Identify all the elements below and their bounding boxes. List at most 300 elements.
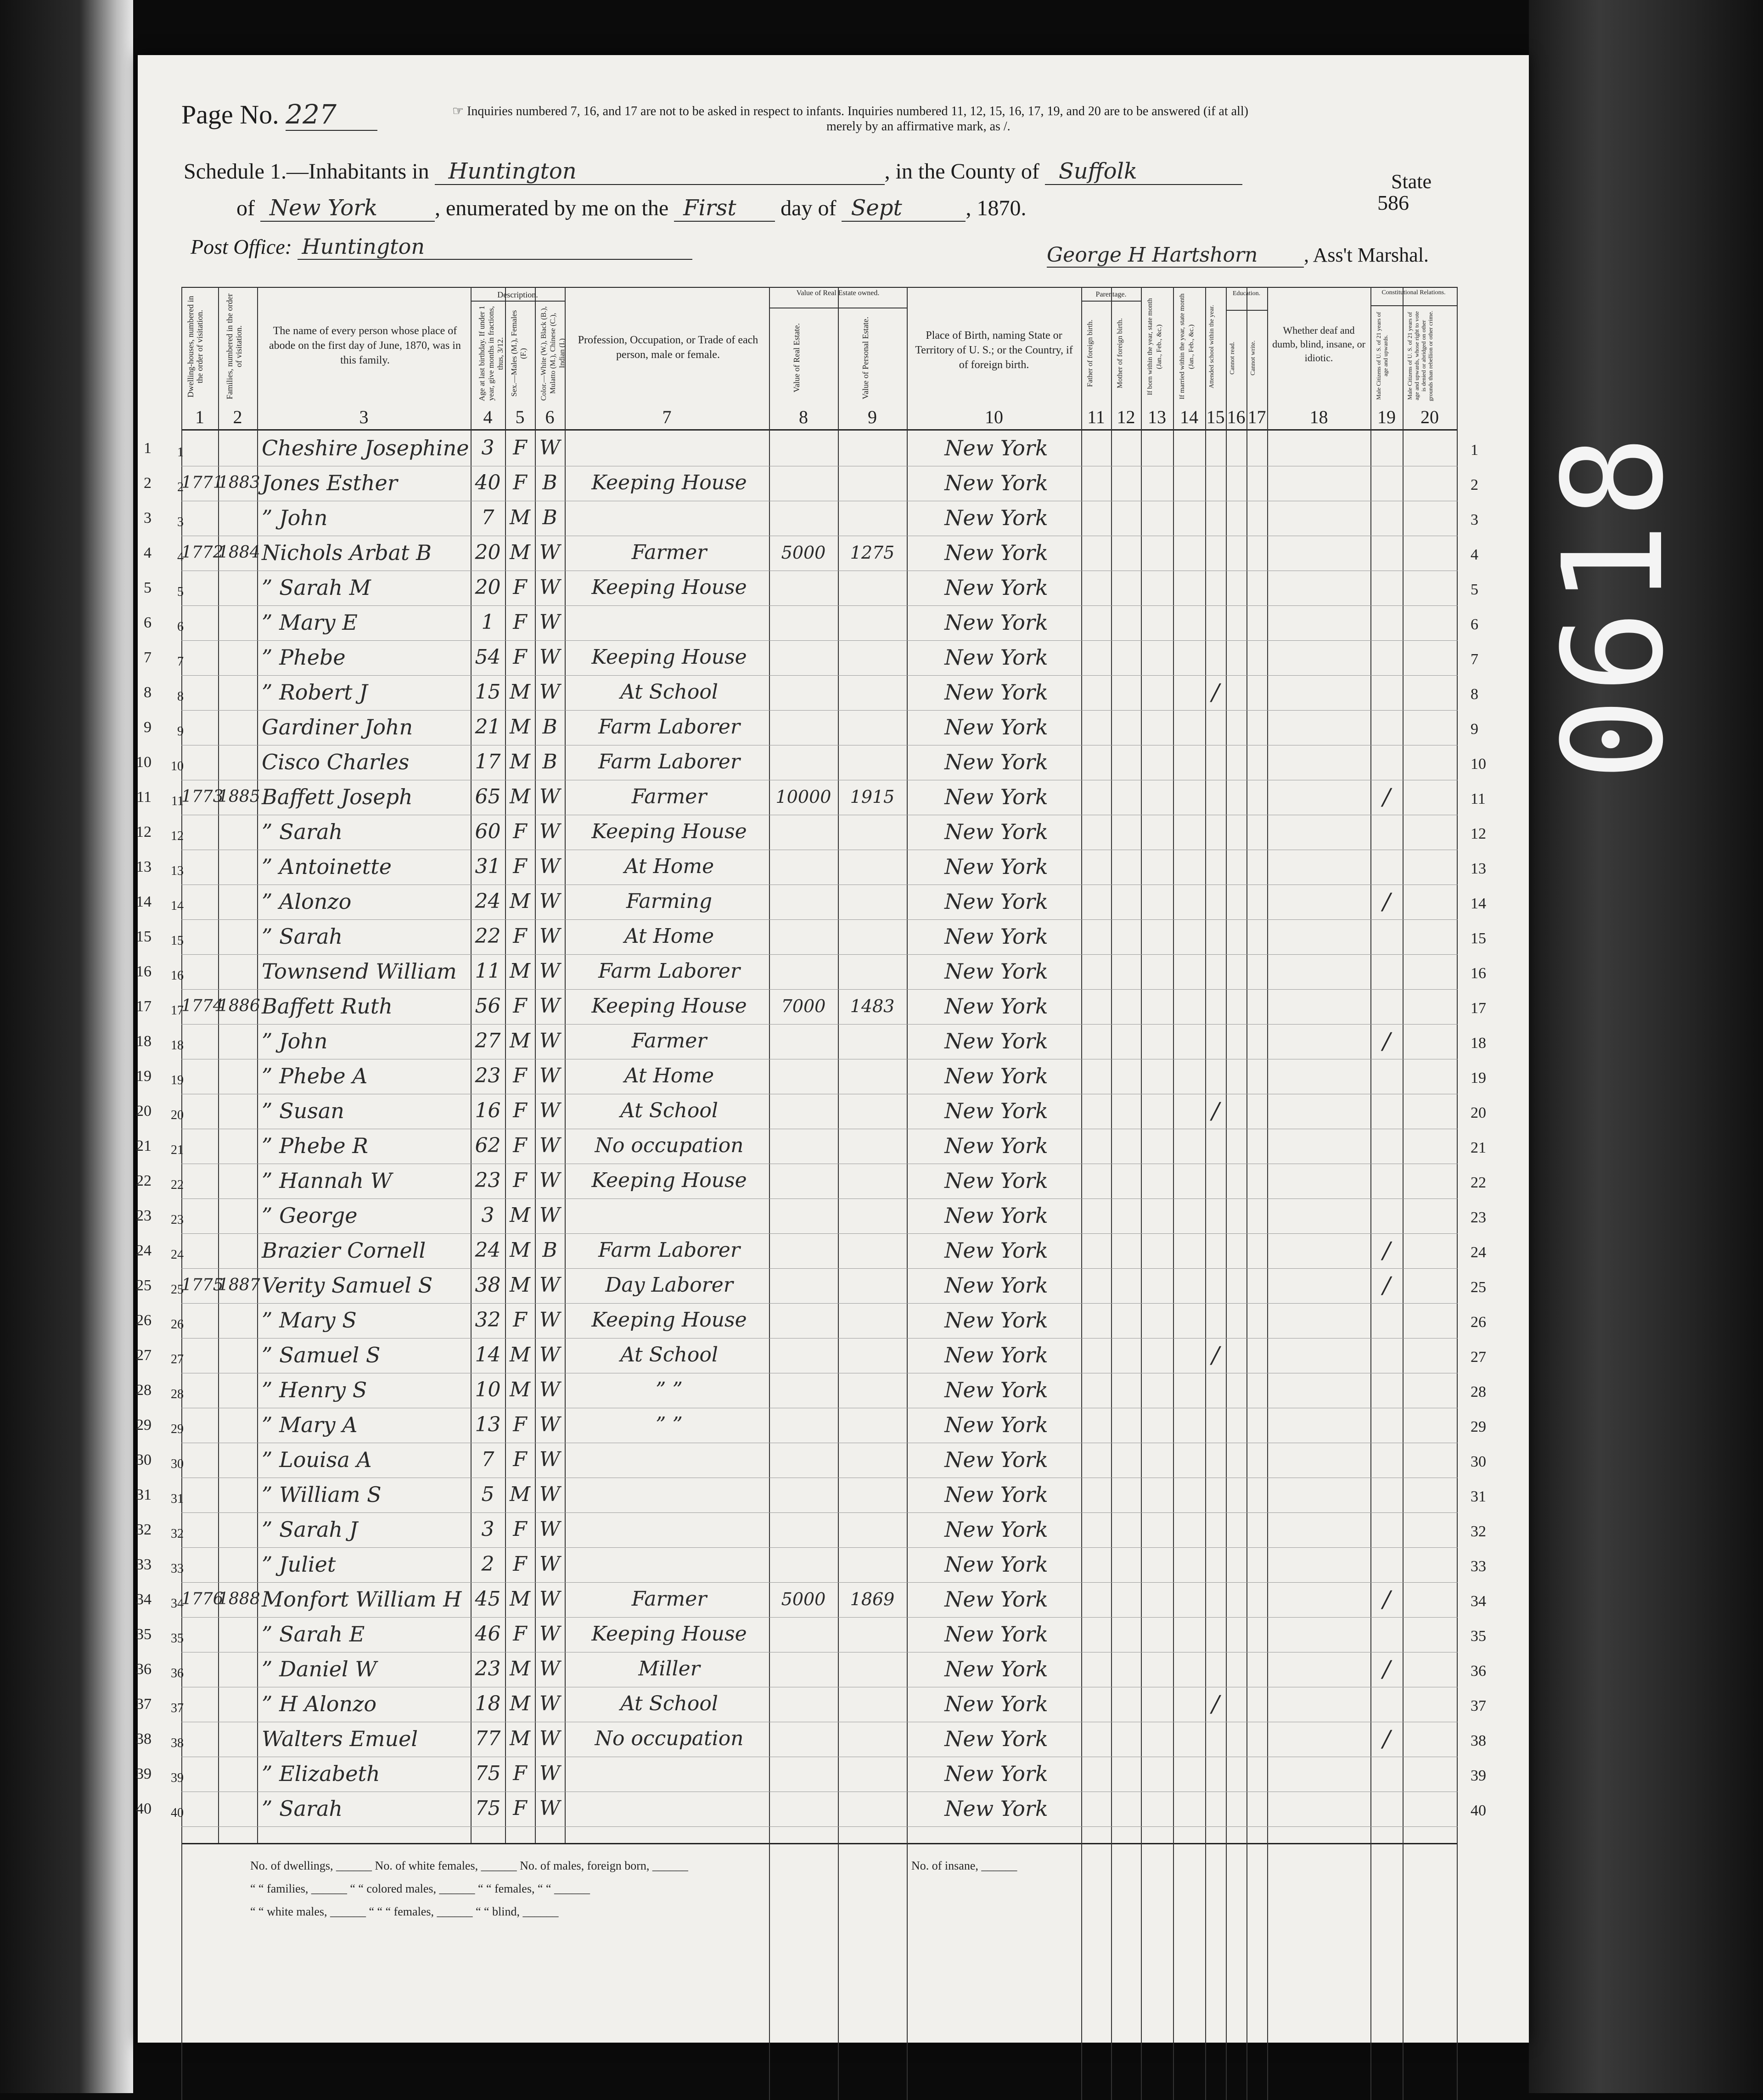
cell-occ [572, 609, 767, 636]
col-6-header: Color.—White (W.), Black (B.), Mulatto (M.), Chinese (C.), Indian (I.) [540, 306, 566, 401]
cell-school [1205, 1516, 1226, 1543]
cell-color: W [539, 1064, 561, 1087]
cell-dw: 1771 [181, 473, 224, 492]
cell-fam [218, 1132, 257, 1159]
cell-pe [838, 504, 907, 532]
cell-dw [181, 1027, 218, 1055]
cell-birth: New York [944, 1378, 1048, 1402]
cell-name: ” Sarah [262, 819, 343, 844]
cell-color: W [539, 959, 561, 983]
cell-birth: New York [944, 854, 1048, 879]
line-number-left: 9 [144, 719, 152, 736]
cell-school [1205, 818, 1226, 846]
cell-name: ” Samuel S [262, 1343, 381, 1367]
cell-pe: 1275 [850, 543, 895, 563]
table-row [136, 850, 1486, 885]
col-number: 14 [1180, 407, 1198, 427]
line-number-right: 2 [1471, 476, 1478, 493]
instructions-line-1: ☞ Inquiries numbered 7, 16, and 17 are not to be asked in respect to infants. Inquiries numbered 11, 12, 15, 16, 17, 19, and 20 are to be answered (if at all) [452, 104, 1248, 118]
cell-color: W [539, 1378, 561, 1401]
cell-fam [218, 609, 257, 636]
cell-dw [181, 1481, 218, 1508]
table-row [136, 1757, 1486, 1792]
line-number-right: 14 [1471, 895, 1486, 912]
cell-sex: F [513, 1308, 527, 1332]
cell-cit [1370, 1132, 1403, 1159]
county-prefix: , in the County of [884, 159, 1039, 184]
line-number-right: 15 [1471, 930, 1486, 947]
line-number-left: 35 [136, 1626, 152, 1643]
cell-name: Verity Samuel S [262, 1273, 433, 1298]
cell-pe [838, 1306, 907, 1334]
cell-occ: At School [620, 1343, 718, 1366]
cell-dw [181, 1760, 218, 1787]
table-row [136, 1443, 1486, 1478]
cell-re [769, 748, 838, 776]
cell-pe [838, 1132, 907, 1159]
line-number-right: 19 [1471, 1070, 1486, 1086]
cell-school [1205, 644, 1226, 671]
cell-name: ” Sarah M [262, 575, 371, 600]
day-of-label: day of [780, 196, 837, 220]
cell-cit [1370, 1795, 1403, 1822]
cell-school [1205, 609, 1226, 636]
cell-age: 3 [481, 436, 494, 459]
cell-cit [1370, 958, 1403, 985]
cell-cit [1370, 1306, 1403, 1334]
table-row [136, 1199, 1486, 1234]
cell-school [1205, 713, 1226, 741]
cell-sex: M [509, 1238, 531, 1262]
table-row [136, 745, 1486, 780]
line-number-inner: 4 [177, 550, 184, 564]
cell-pe [838, 923, 907, 950]
line-number-left: 31 [136, 1486, 152, 1503]
cell-fam [218, 1027, 257, 1055]
cell-re: 5000 [781, 543, 826, 563]
cell-re [769, 434, 838, 462]
line-number-inner: 32 [171, 1527, 184, 1541]
cell-age: 2 [481, 1552, 494, 1576]
line-number-right: 8 [1471, 686, 1478, 703]
cell-re [769, 1271, 838, 1299]
cell-sex: M [509, 1378, 531, 1401]
col-number: 5 [515, 407, 525, 427]
col-number: 13 [1148, 407, 1166, 427]
cell-fam [218, 1795, 257, 1822]
cell-school [1205, 1551, 1226, 1578]
cell-color: W [539, 820, 561, 843]
cell-re [769, 958, 838, 985]
cell-school [1205, 888, 1226, 915]
cell-age: 16 [475, 1099, 501, 1122]
col-19-header: Male Citizens of U. S. of 21 years of age and upwards. [1375, 312, 1389, 400]
cell-name: ” Sarah [262, 1796, 343, 1821]
cell-age: 75 [475, 1797, 501, 1820]
cell-color: W [539, 1692, 561, 1715]
cell-birth: New York [944, 610, 1048, 635]
cell-sex: F [513, 820, 527, 843]
cell-color: W [539, 1797, 561, 1820]
cell-birth: New York [944, 505, 1048, 530]
cell-school [1205, 783, 1226, 811]
table-row [136, 1373, 1486, 1408]
line-number-inner: 8 [177, 689, 184, 704]
table-top-rule [181, 287, 1458, 288]
cell-cit [1370, 1551, 1403, 1578]
cell-pe [838, 818, 907, 846]
cell-name: Cheshire Josephine [262, 436, 469, 460]
cell-fam [218, 713, 257, 741]
table-row [136, 1618, 1486, 1652]
cell-cit: / [1382, 784, 1391, 810]
cell-age: 32 [475, 1308, 501, 1332]
line-number-right: 23 [1471, 1209, 1486, 1226]
cell-cit [1370, 853, 1403, 880]
line-number-left: 21 [136, 1137, 152, 1154]
cell-dw [181, 1725, 218, 1753]
cell-re [769, 504, 838, 532]
line-number-right: 9 [1471, 721, 1478, 738]
line-number-inner: 3 [177, 515, 184, 529]
cell-birth: New York [944, 1343, 1048, 1367]
line-number-right: 27 [1471, 1349, 1486, 1366]
cell-fam [218, 853, 257, 880]
cell-school: / [1212, 679, 1219, 706]
cell-re [769, 888, 838, 915]
cell-re [769, 1481, 838, 1508]
cell-fam [218, 1411, 257, 1439]
cell-sex: M [509, 680, 531, 704]
line-number-right: 28 [1471, 1383, 1486, 1400]
col-number: 2 [233, 407, 242, 427]
line-number-inner: 14 [171, 899, 184, 913]
cell-color: B [542, 506, 557, 529]
line-number-left: 6 [144, 614, 152, 631]
cell-re [769, 1690, 838, 1718]
table-row [136, 1025, 1486, 1059]
cell-dw [181, 1620, 218, 1648]
table-row [136, 955, 1486, 990]
cell-color: W [539, 1448, 561, 1471]
cell-pe [838, 888, 907, 915]
table-row [136, 1548, 1486, 1583]
cell-dw [181, 923, 218, 950]
cell-color: W [539, 1099, 561, 1122]
cell-sex: M [509, 1029, 531, 1053]
line-number-inner: 21 [171, 1143, 184, 1157]
enumerated-prefix: , enumerated by me on the [434, 196, 669, 220]
line-number-right: 21 [1471, 1139, 1486, 1156]
line-number-inner: 39 [171, 1771, 184, 1785]
cell-birth: New York [944, 645, 1048, 670]
cell-cit [1370, 644, 1403, 671]
cell-birth: New York [944, 819, 1048, 844]
line-number-inner: 38 [171, 1736, 184, 1750]
line-number-inner: 25 [171, 1282, 184, 1297]
cell-color: W [539, 1204, 561, 1227]
table-row [144, 571, 1478, 606]
cell-pe [838, 1551, 907, 1578]
cell-occ [572, 434, 767, 462]
cell-fam [218, 1481, 257, 1508]
line-number-inner: 31 [171, 1492, 184, 1506]
page-label-text: Page No. [181, 100, 279, 129]
table-row [136, 1652, 1486, 1687]
line-number-left: 39 [136, 1765, 152, 1782]
cell-sex: F [513, 1622, 527, 1646]
cell-birth: New York [944, 889, 1048, 914]
cell-color: W [539, 1587, 561, 1611]
cell-sex: F [513, 1448, 527, 1471]
table-row [136, 990, 1486, 1025]
line-number-left: 33 [136, 1556, 152, 1573]
cell-dw [181, 818, 218, 846]
parentage-group-rule [1081, 301, 1141, 302]
line-number-left: 28 [136, 1382, 152, 1399]
cell-pe [838, 958, 907, 985]
table-row [144, 641, 1478, 676]
cell-cit [1370, 992, 1403, 1020]
cell-fam [218, 1167, 257, 1194]
line-number-left: 7 [144, 649, 152, 666]
cell-age: 62 [475, 1134, 501, 1157]
line-number-right: 34 [1471, 1593, 1486, 1610]
line-number-inner: 9 [177, 724, 184, 739]
cell-fam [218, 504, 257, 532]
cell-pe [838, 1411, 907, 1439]
table-row [136, 815, 1486, 850]
line-number-right: 17 [1471, 1000, 1486, 1017]
cell-re [769, 1655, 838, 1683]
cell-sex: F [513, 1797, 527, 1820]
marshal-line [1047, 243, 1429, 268]
cell-pe [838, 1655, 907, 1683]
cell-school [1205, 1202, 1226, 1229]
cell-re [769, 1202, 838, 1229]
cell-fam [218, 644, 257, 671]
cell-re [769, 1027, 838, 1055]
cell-color: W [539, 1518, 561, 1541]
cell-occ [572, 1551, 767, 1578]
cell-pe [838, 1237, 907, 1264]
cell-occ: Keeping House [591, 645, 747, 669]
cell-birth: New York [944, 1726, 1048, 1751]
cell-fam [218, 1760, 257, 1787]
cell-name: ” Henry S [262, 1378, 367, 1402]
cell-age: 46 [475, 1622, 501, 1646]
cell-age: 20 [475, 576, 501, 599]
cell-name: Monfort William H [262, 1587, 462, 1612]
cell-school [1205, 1760, 1226, 1787]
cell-name: ” Susan [262, 1098, 344, 1123]
line-number-right: 7 [1471, 651, 1478, 668]
line-number-right: 4 [1471, 546, 1478, 563]
cell-pe [838, 1167, 907, 1194]
page-label [181, 99, 377, 131]
cell-birth: New York [944, 1412, 1048, 1437]
cell-name: ” George [262, 1203, 358, 1228]
marshal-name: George H Hartshorn [1047, 243, 1304, 268]
cell-dw [181, 1411, 218, 1439]
cell-occ: At Home [624, 855, 714, 878]
cell-birth: New York [944, 1168, 1048, 1193]
cell-name: ” Hannah W [262, 1168, 392, 1193]
line-number-inner: 10 [171, 759, 184, 773]
cell-dw [181, 1376, 218, 1404]
cell-birth: New York [944, 959, 1048, 984]
table-row [136, 1234, 1486, 1269]
line-number-inner: 16 [171, 969, 184, 983]
cell-birth: New York [944, 1029, 1048, 1053]
cell-dw: 1773 [181, 787, 224, 806]
month-value: Sept [842, 195, 966, 222]
col-3-header: The name of every person whose place of abode on the first day of June, 1870, was in this family. [269, 325, 461, 366]
line-number-inner: 15 [171, 934, 184, 948]
cell-fam [218, 748, 257, 776]
col-number: 8 [799, 407, 808, 427]
cell-sex: F [513, 1169, 527, 1192]
cell-color: W [539, 1727, 561, 1750]
cell-fam: 1883 [218, 473, 260, 492]
cell-school [1205, 1132, 1226, 1159]
cell-fam [218, 1202, 257, 1229]
cell-fam [218, 574, 257, 601]
cell-school [1205, 1271, 1226, 1299]
cell-age: 24 [475, 1238, 501, 1262]
cell-cit [1370, 504, 1403, 532]
cell-fam [218, 888, 257, 915]
description-header: Description. [497, 290, 538, 299]
cell-re [769, 644, 838, 671]
cell-age: 7 [481, 506, 494, 529]
cell-birth: New York [944, 1447, 1048, 1472]
cell-color: W [539, 541, 561, 564]
cell-sex: F [513, 645, 527, 669]
cell-occ: Farm Laborer [598, 959, 740, 983]
cell-school [1205, 1795, 1226, 1822]
col-2-header: Families, numbered in the order of visitation. [225, 293, 243, 400]
education-group-rule [1226, 310, 1267, 311]
cell-birth: New York [944, 1273, 1048, 1298]
cell-sex: F [513, 1552, 527, 1576]
cell-fam [218, 818, 257, 846]
cell-cit [1370, 539, 1403, 566]
cell-pe [838, 1760, 907, 1787]
line-number-inner: 1 [177, 445, 184, 459]
line-number-left: 26 [136, 1312, 152, 1329]
state-line [236, 195, 1026, 222]
line-number-inner: 24 [171, 1248, 184, 1262]
line-number-left: 27 [136, 1347, 152, 1364]
line-number-right: 40 [1471, 1802, 1486, 1819]
line-number-inner: 36 [171, 1666, 184, 1680]
col-number: 16 [1227, 407, 1246, 427]
cell-dw [181, 1167, 218, 1194]
table-row [144, 676, 1478, 711]
line-number-left: 19 [136, 1068, 152, 1085]
cell-color: B [542, 1238, 557, 1262]
cell-age: 54 [475, 645, 501, 669]
cell-dw [181, 1097, 218, 1125]
col-7-header: Profession, Occupation, or Trade of each person, male or female. [578, 334, 758, 361]
col-8-header: Value of Real Estate. [792, 323, 801, 393]
cell-age: 3 [481, 1204, 494, 1227]
cell-pe [838, 713, 907, 741]
line-number-right: 12 [1471, 825, 1486, 842]
cell-occ: Keeping House [591, 820, 747, 843]
line-number-left: 10 [136, 754, 152, 771]
state-label: State [1391, 170, 1432, 193]
col-9-header: Value of Personal Estate. [861, 317, 870, 399]
education-header: Education. [1232, 290, 1261, 297]
cell-birth: New York [944, 1098, 1048, 1123]
cell-school [1205, 853, 1226, 880]
cell-fam [218, 1062, 257, 1090]
film-left-margin [0, 0, 133, 2093]
cell-school [1205, 504, 1226, 532]
cell-birth: New York [944, 1552, 1048, 1577]
col-number: 10 [985, 407, 1003, 427]
cell-re [769, 923, 838, 950]
cell-name: ” William S [262, 1482, 382, 1507]
of-label: of [236, 196, 255, 220]
cell-name: ” Daniel W [262, 1657, 377, 1681]
cell-pe [838, 1516, 907, 1543]
cell-age: 17 [475, 750, 501, 773]
cell-pe [838, 1027, 907, 1055]
line-number-inner: 34 [171, 1596, 184, 1611]
cell-age: 13 [475, 1413, 501, 1436]
cell-cit [1370, 1097, 1403, 1125]
line-number-right: 10 [1471, 756, 1486, 773]
cell-re [769, 1167, 838, 1194]
cell-name: ” Phebe [262, 645, 346, 670]
cell-pe [838, 469, 907, 497]
cell-name: Jones Esther [262, 470, 398, 495]
cell-pe: 1869 [850, 1589, 895, 1609]
constitutional-group-rule [1370, 305, 1457, 306]
line-number-inner: 23 [171, 1213, 184, 1227]
cell-dw [181, 853, 218, 880]
line-number-right: 6 [1471, 616, 1478, 633]
line-number-right: 36 [1471, 1663, 1486, 1680]
cell-birth: New York [944, 1761, 1048, 1786]
table-row [144, 431, 1478, 466]
cell-sex: F [513, 610, 527, 634]
table-row [144, 606, 1478, 641]
cell-birth: New York [944, 575, 1048, 600]
line-number-inner: 27 [171, 1352, 184, 1366]
cell-occ: ” ” [656, 1413, 683, 1436]
line-number-left: 20 [136, 1103, 152, 1120]
cell-dw [181, 434, 218, 462]
footer-line-3: “ “ white males, ______ “ “ “ females, ______ “ “ blind, ______ [250, 1905, 559, 1918]
cell-dw [181, 1516, 218, 1543]
cell-sex: M [509, 959, 531, 983]
cell-dw [181, 1062, 218, 1090]
line-number-left: 1 [144, 440, 152, 457]
line-number-inner: 19 [171, 1073, 184, 1087]
state-value: New York [260, 195, 435, 222]
cell-age: 5 [481, 1483, 494, 1506]
cell-occ [572, 1446, 767, 1473]
cell-pe [838, 1097, 907, 1125]
col-number: 17 [1247, 407, 1266, 427]
cell-pe [838, 574, 907, 601]
cell-age: 77 [475, 1727, 501, 1750]
cell-fam: 1886 [218, 997, 260, 1015]
